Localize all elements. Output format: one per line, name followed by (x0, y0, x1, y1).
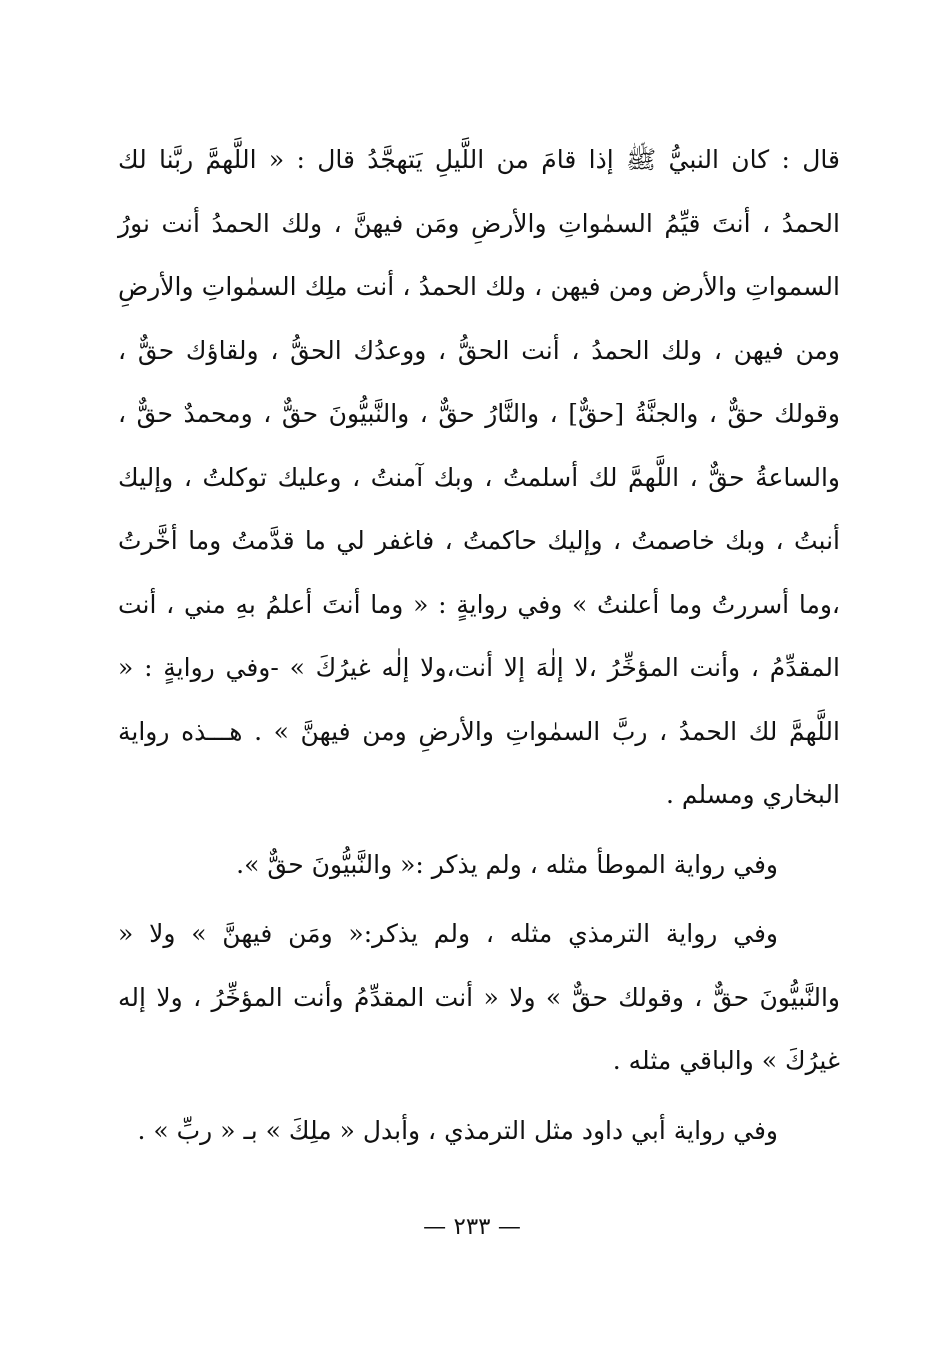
page-body (118, 128, 840, 1162)
paragraph-abu-dawud-note: وفي رواية أبي داود مثل الترمذي ، وأبدل « ملِكَ » بـ « ربِّ » . (137, 1115, 778, 1145)
paragraph-muwatta-note: وفي رواية الموطأ مثله ، ولم يذكر :« والنَّبيُّونَ حقٌّ ». (236, 849, 778, 879)
page-number: — ٢٣٣ — (423, 1214, 521, 1240)
paragraph-tirmidhi-note: وفي رواية الترمذي مثله ، ولم يذكر:« ومَن فيهنَّ » ولا « والنَّبيُّونَ حقٌّ ، وقولك حقٌّ » ولا « أنت المقدِّمُ وأنت المؤخِّرُ ، ولا إله غيرُكَ » والباقي مثله . (118, 919, 840, 1075)
paragraph-hadith-text: قال : كان النبيُّ ﷺ إذا قامَ من اللَّيلِ يَتهجَّدُ قال : « اللَّهمَّ ربَّنا لك الحمدُ ، أنتَ قيِّمُ السمٰواتِ والأرضِ ومَن فيهنَّ ، ولك الحمدُ أنت نورُ السمواتِ والأرض ومن فيهن ، ولك الحمدُ ، أنت ملِك السمٰواتِ والأرضِ ومن فيهن ، ولك الحمدُ ، أنت الحقُّ ، ووعدُك الحقُّ ، ولقاؤك حقٌّ ، وقولك حقٌّ ، والجنَّةُ [حقٌّ] ، والنَّارُ حقٌّ ، والنَّبيُّونَ حقٌّ ، ومحمدٌ حقٌّ ، والساعةُ حقٌّ ، اللَّهمَّ لك أسلمتُ ، وبك آمنتُ ، وعليك توكلتُ ، وإليك أنبتُ ، وبك خاصمتُ ، وإليك حاكمتُ ، فاغفر لي ما قدَّمتُ وما أخَّرتُ ،وما أسررتُ وما أعلنتُ » وفي روايةٍ : « وما أنتَ أعلمُ بهِ مني ، أنت المقدِّمُ ، وأنت المؤخِّرُ ،لا إلٰهَ إلا أنت،ولا إلٰه غيرُكَ » -وفي روايةٍ : « اللَّهمَّ لك الحمدُ ، ربَّ السمٰواتِ والأرضِ ومن فيهنَّ » . هـــذه رواية البخاري ومسلم . (118, 145, 840, 809)
